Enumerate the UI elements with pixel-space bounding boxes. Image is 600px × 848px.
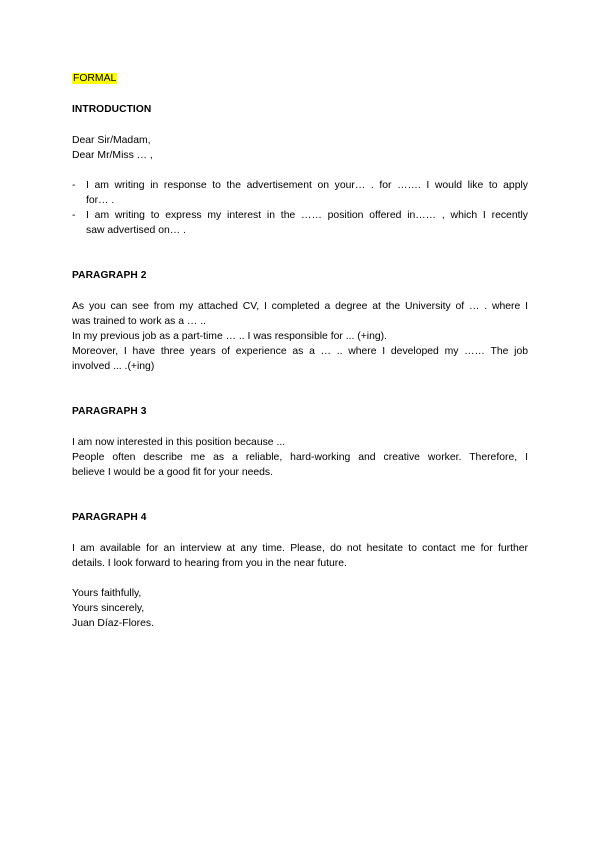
paragraph-2-heading: PARAGRAPH 2 <box>72 270 147 281</box>
bullet-line: I am writing to express my interest in the …… position offered in…… , which I recently <box>86 210 528 221</box>
greeting-line-2: Dear Mr/Miss … , <box>72 150 153 161</box>
bullet-item <box>72 208 528 238</box>
formal-highlight: FORMAL <box>73 73 117 84</box>
paragraph-3-heading: PARAGRAPH 3 <box>72 406 147 417</box>
bullet-line: for… . <box>86 195 115 206</box>
introduction-heading: INTRODUCTION <box>72 104 152 115</box>
greeting-line-1: Dear Sir/Madam, <box>72 135 151 146</box>
paragraph-3-line: believe I would be a good fit for your needs. <box>72 467 274 478</box>
closing-line: Yours sincerely, <box>72 603 145 614</box>
paragraph-2-line: involved ... .(+ing) <box>72 361 155 372</box>
bullet-line: saw advertised on… . <box>86 225 186 236</box>
paragraph-3-line: I am now interested in this position because ... <box>72 437 286 448</box>
bullet-item <box>72 178 528 208</box>
paragraph-2-line: In my previous job as a part-time … .. I was responsible for ... (+ing). <box>72 331 388 342</box>
signature: Juan Díaz-Flores. <box>72 618 154 629</box>
paragraph-2-line: was trained to work as a … .. <box>72 316 206 327</box>
bullet-dash: - <box>72 180 76 191</box>
bullet-text <box>86 178 528 208</box>
bullet-dash: - <box>72 210 76 221</box>
paragraph-2-line: Moreover, I have three years of experience as a … .. where I developed my …… The job <box>72 346 528 357</box>
bullet-line: I am writing in response to the advertisement on your… . for ……. I would like to apply <box>86 180 528 191</box>
paragraph-2-line: As you can see from my attached CV, I completed a degree at the University of … . where I <box>72 301 528 312</box>
bullet-text <box>86 208 528 238</box>
paragraph-4-heading: PARAGRAPH 4 <box>72 512 147 523</box>
paragraph-4-line: I am available for an interview at any time. Please, do not hesitate to contact me for further <box>72 543 528 554</box>
paragraph-3-line: People often describe me as a reliable, hard-working and creative worker. Therefore, I <box>72 452 528 463</box>
paragraph-4-line: details. I look forward to hearing from you in the near future. <box>72 558 347 569</box>
formal-label <box>72 71 528 86</box>
closing-line: Yours faithfully, <box>72 588 142 599</box>
